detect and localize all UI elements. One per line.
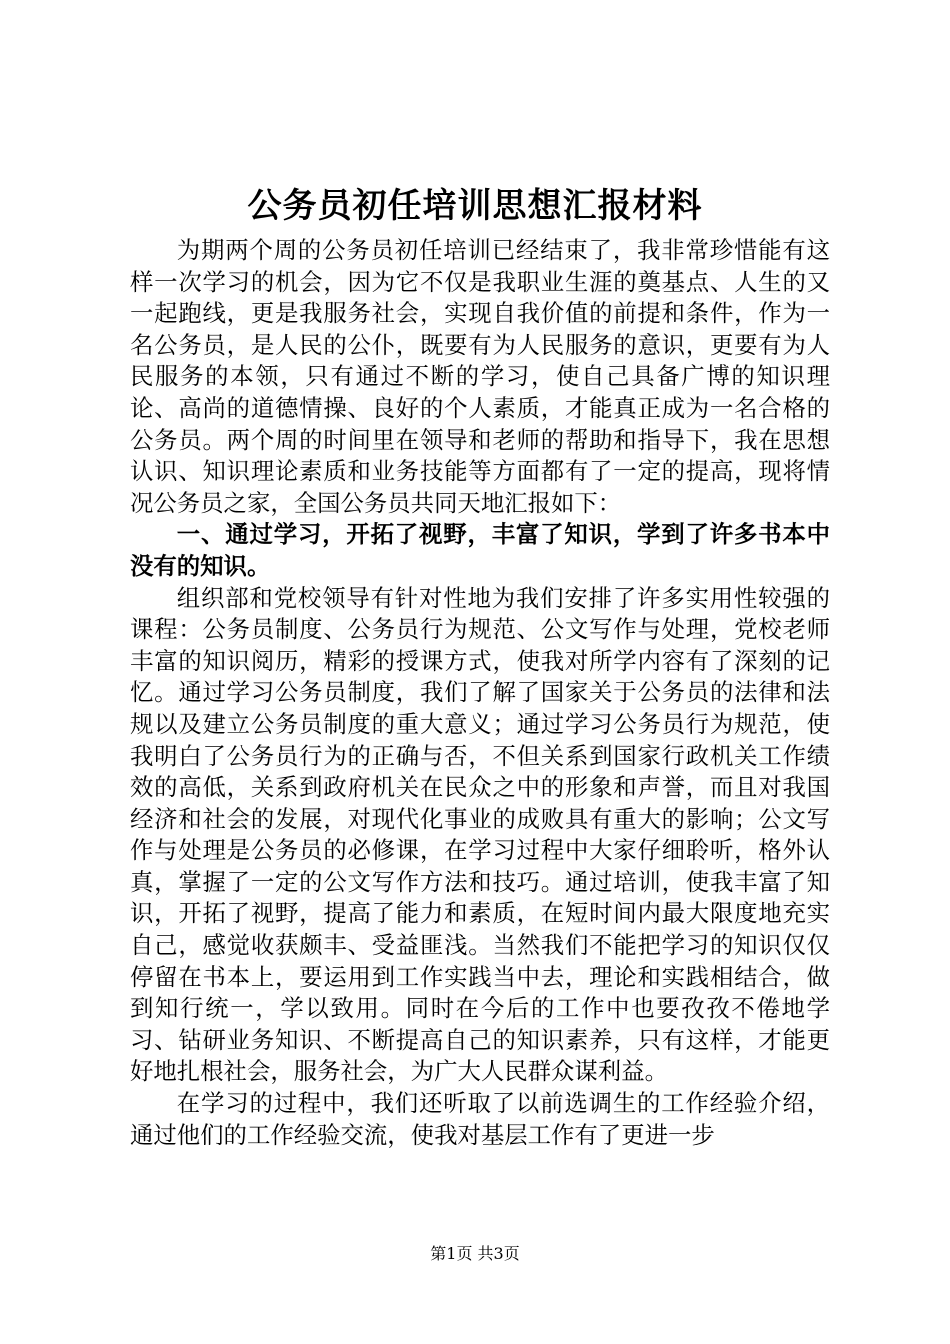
section-heading-1: 一、通过学习，开拓了视野，丰富了知识，学到了许多书本中没有的知识。 <box>130 520 830 580</box>
page-number-footer: 第1页 共3页 <box>430 1244 520 1263</box>
document-body <box>130 235 830 1151</box>
paragraph-experience-exchange: 在学习的过程中，我们还听取了以前选调生的工作经验介绍，通过他们的工作经验交流，使我对基层工作有了更进一步 <box>130 1089 830 1149</box>
document-title: 公务员初任培训思想汇报材料 <box>247 186 703 226</box>
paragraph-intro: 为期两个周的公务员初任培训已经结束了，我非常珍惜能有这样一次学习的机会，因为它不仅是我职业生涯的奠基点、人生的又一起跑线，更是我服务社会，实现自我价值的前提和条件，作为一名公务员，是人民的公仆，既要有为人民服务的意识，更要有为人民服务的本领，只有通过不断的学习，使自己具备广博的知识理论、高尚的道德情操、良好的个人素质，才能真正成为一名合格的公务员。两个周的时间里在领导和老师的帮助和指导下，我在思想认识、知识理论素质和业务技能等方面都有了一定的提高，现将情况公务员之家，全国公务员共同天地汇报如下： <box>130 236 830 517</box>
paragraph-training-courses: 组织部和党校领导有针对性地为我们安排了许多实用性较强的课程：公务员制度、公务员行为规范、公文写作与处理，党校老师丰富的知识阅历，精彩的授课方式，使我对所学内容有了深刻的记忆。通过学习公务员制度，我们了解了国家关于公务员的法律和法规以及建立公务员制度的重大意义；通过学习公务员行为规范，使我明白了公务员行为的正确与否，不但关系到国家行政机关工作绩效的高低，关系到政府机关在民众之中的形象和声誉，而且对我国经济和社会的发展，对现代化事业的成败具有重大的影响；公文写作与处理是公务员的必修课，在学习过程中大家仔细聆听，格外认真，掌握了一定的公文写作方法和技巧。通过培训，使我丰富了知识，开拓了视野，提高了能力和素质，在短时间内最大限度地充实自己，感觉收获颇丰、受益匪浅。当然我们不能把学习的知识仅仅停留在书本上，要运用到工作实践当中去，理论和实践相结合，做到知行统一，学以致用。同时在今后的工作中也要孜孜不倦地学习、钻研业务知识、不断提高自己的知识素养，只有这样，才能更好地扎根社会，服务社会，为广大人民群众谋利益。 <box>130 583 830 1086</box>
